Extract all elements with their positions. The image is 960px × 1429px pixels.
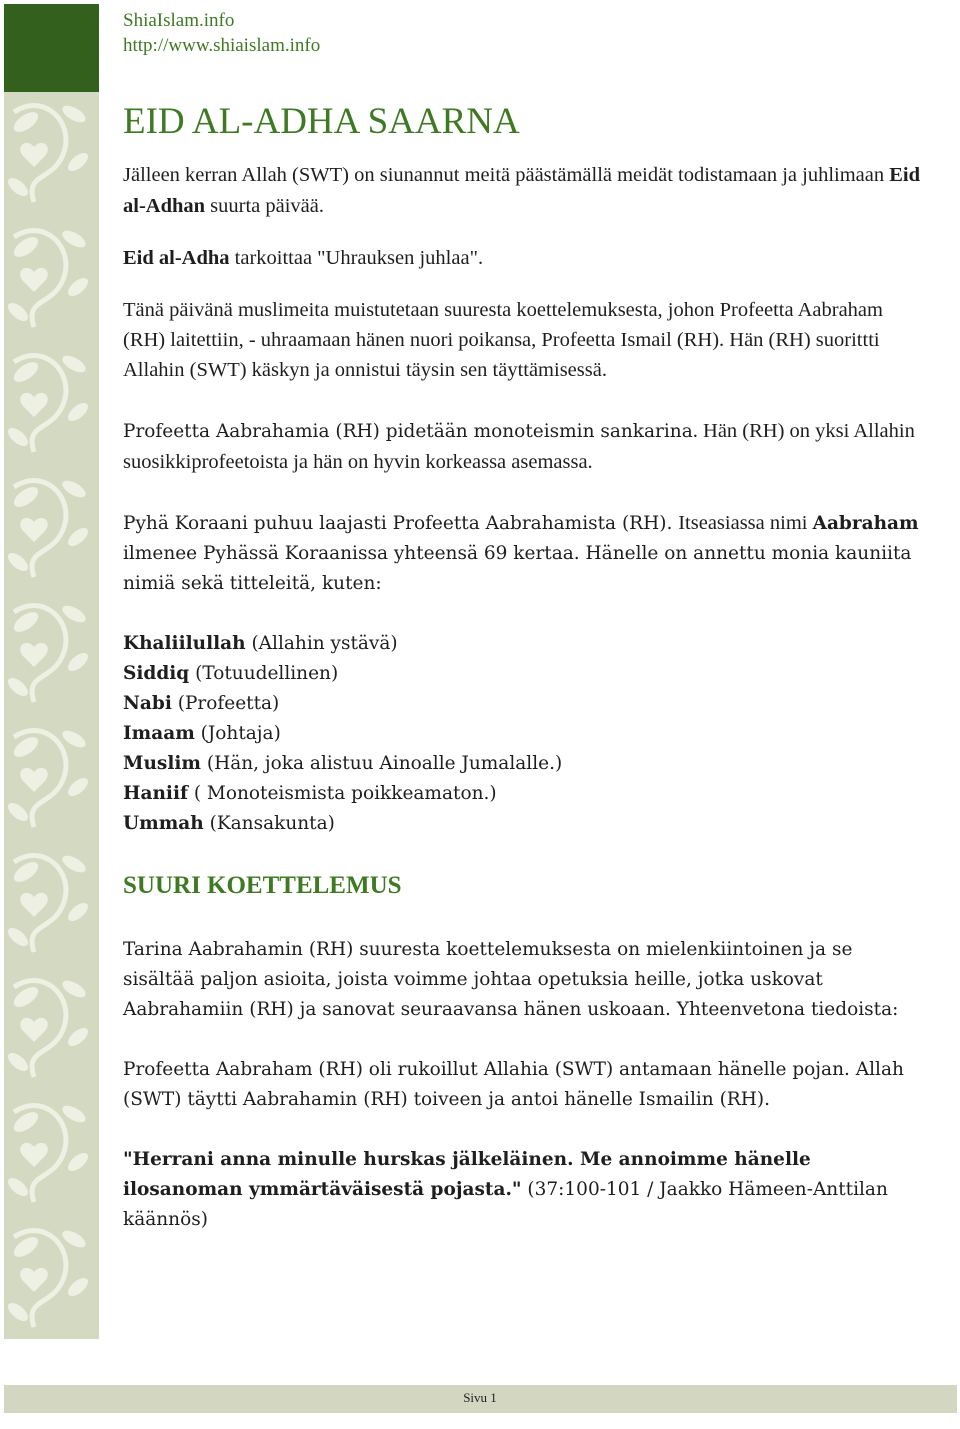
quote-paragraph: "Herrani anna minulle hurskas jälkeläinen. Me annoimme hänelle ilosanoman ymmärtäväisestä pojasta." (37:100-101 / Jaakko Hämeen-Anttilan käännös)	[123, 1149, 888, 1230]
list-item: Nabi (Profeetta)	[123, 693, 280, 714]
page-number: Sivu 1	[463, 1390, 497, 1405]
section-paragraph-1: Tarina Aabrahamin (RH) suuresta koettelemuksesta on mielenkiintoinen ja se sisältää paljon asioita, joista voimme johtaa opetuksia heille, jotka uskovat Aabrahamiin (RH) ja sanovat seuraavansa hänen uskoaan. Yhteenvetona tiedoista:	[123, 939, 899, 1020]
sidebar-header-block	[4, 4, 99, 92]
list-item: Khaliilullah (Allahin ystävä)	[123, 633, 398, 654]
document-body	[123, 98, 923, 1235]
decorative-sidebar	[4, 4, 99, 1339]
section-heading: SUURI KOETTELEMUS	[123, 872, 402, 899]
section-paragraph-2: Profeetta Aabraham (RH) oli rukoillut Allahia (SWT) antamaan hänelle pojan. Allah (SWT) täytti Aabrahamin (RH) toiveen ja antoi hänelle Ismailin (RH).	[123, 1059, 904, 1110]
floral-pattern-icon	[4, 92, 99, 1339]
list-item: Ummah (Kansakunta)	[123, 813, 335, 834]
intro-paragraph-3: Tänä päivänä muslimeita muistutetaan suuresta koettelemuksesta, johon Profeetta Aabraham (RH) laitettiin, - uhraamaan hänen nuori poikansa, Profeetta Ismail (RH). Hän (RH) suorittti Allahin (SWT) käskyn ja onnistui täysin sen täyttämisessä.	[123, 299, 883, 381]
intro-paragraph-5: Pyhä Koraani puhuu laajasti Profeetta Aabrahamista (RH). Itseasiassa nimi Aabraham ilmenee Pyhässä Koraanissa yhteensä 69 kertaa. Hänelle on annettu monia kauniita nimiä sekä titteleitä, kuten:	[123, 512, 919, 594]
site-name: ShiaIslam.info	[123, 10, 235, 31]
list-item: Haniif ( Monoteismista poikkeamaton.)	[123, 783, 497, 804]
intro-paragraph-4: Profeetta Aabrahamia (RH) pidetään monoteismin sankarina. Hän (RH) on yksi Allahin suosikkiprofeetoista ja hän on hyvin korkeassa asemassa.	[123, 420, 915, 473]
list-item: Imaam (Johtaja)	[123, 723, 281, 744]
intro-paragraph-1: Jälleen kerran Allah (SWT) on siunannut meitä päästämällä meidät todistamaan ja juhlimaan Eid al-Adhan suurta päivää.	[123, 164, 921, 217]
intro-paragraph-2: Eid al-Adha tarkoittaa "Uhrauksen juhlaa".	[123, 247, 484, 269]
list-item: Muslim (Hän, joka alistuu Ainoalle Jumalalle.)	[123, 753, 563, 774]
site-url-link[interactable]: http://www.shiaislam.info	[123, 35, 321, 56]
names-list	[123, 629, 923, 839]
list-item: Siddiq (Totuudellinen)	[123, 663, 339, 684]
page-title: EID AL-ADHA SAARNA	[123, 101, 520, 142]
site-header	[123, 8, 320, 58]
